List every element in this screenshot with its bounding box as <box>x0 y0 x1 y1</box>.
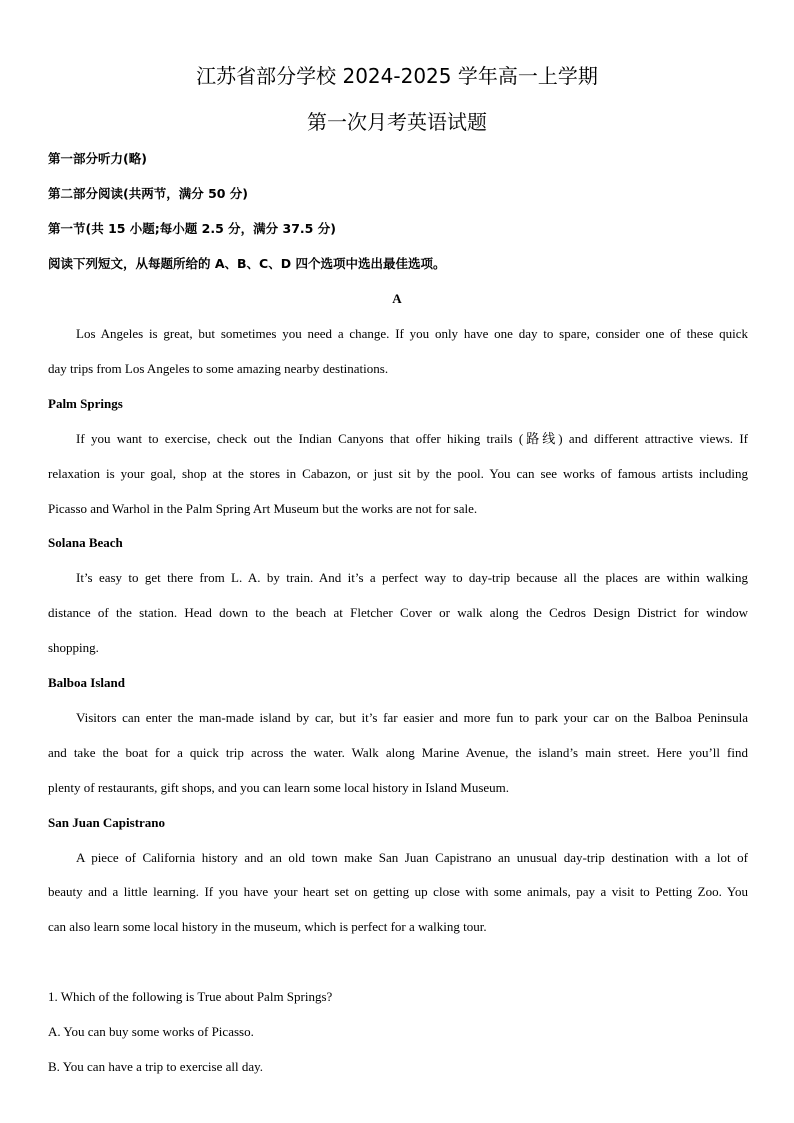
question-1-option-b: B. You can have a trip to exercise all day. <box>48 1059 264 1074</box>
heading-balboa-island: Balboa Island <box>48 675 125 690</box>
sanjuan-line-1: A piece of California history and an old town make San Juan Capistrano an unusual day-trip destination with a lot of <box>76 850 748 865</box>
sanjuan-line-2: beauty and a little learning. If you have your heart set on getting up close with some animals, pay a visit to Petting Zoo. You <box>48 884 748 899</box>
part2-heading: 第二部分阅读(共两节，满分 50 分) <box>48 186 249 201</box>
heading-san-juan-capistrano: San Juan Capistrano <box>48 815 166 830</box>
passage-label: A <box>392 291 402 306</box>
exam-title-line-2: 第一次月考英语试题 <box>307 110 487 134</box>
exam-title-line-1: 江苏省部分学校 2024-2025 学年高一上学期 <box>196 64 598 88</box>
palm-line-1: If you want to exercise, check out the Indian Canyons that offer hiking trails (路线) and different attractive views. If <box>76 431 748 446</box>
part1-heading: 第一部分听力(略) <box>48 151 147 166</box>
palm-line-3: Picasso and Warhol in the Palm Spring Art Museum but the works are not for sale. <box>48 501 478 516</box>
balboa-line-2: and take the boat for a quick trip across the water. Walk along Marine Avenue, the island’s main street. Here you’ll find <box>48 745 748 760</box>
solana-line-2: distance of the station. Head down to the beach at Fletcher Cover or walk along the Cedros Design District for window <box>48 605 748 620</box>
balboa-line-3: plenty of restaurants, gift shops, and you can learn some local history in Island Museum. <box>48 780 510 795</box>
intro-line-1: Los Angeles is great, but sometimes you need a change. If you only have one day to spare, consider one of these quick <box>76 326 748 341</box>
solana-line-1: It’s easy to get there from L. A. by train. And it’s a perfect way to day-trip because all the places are within walking <box>76 570 748 585</box>
palm-line-2: relaxation is your goal, shop at the stores in Cabazon, or just sit by the pool. You can see works of famous artists including <box>48 466 748 481</box>
question-1-option-a: A. You can buy some works of Picasso. <box>48 1024 254 1039</box>
sanjuan-line-3: can also learn some local history in the museum, which is perfect for a walking tour. <box>48 919 487 934</box>
heading-palm-springs: Palm Springs <box>48 396 123 411</box>
balboa-line-1: Visitors can enter the man-made island by car, but it’s far easier and more fun to park your car on the Balboa Peninsula <box>76 710 748 725</box>
intro-line-2: day trips from Los Angeles to some amazing nearby destinations. <box>48 361 389 376</box>
heading-solana-beach: Solana Beach <box>48 535 123 550</box>
solana-line-3: shopping. <box>48 640 99 655</box>
instruction-text: 阅读下列短文，从每题所给的 A、B、C、D 四个选项中选出最佳选项。 <box>48 256 446 271</box>
section1-heading: 第一节(共 15 小题;每小题 2.5 分，满分 37.5 分) <box>48 221 336 236</box>
question-1-stem: 1. Which of the following is True about Palm Springs? <box>48 989 333 1004</box>
